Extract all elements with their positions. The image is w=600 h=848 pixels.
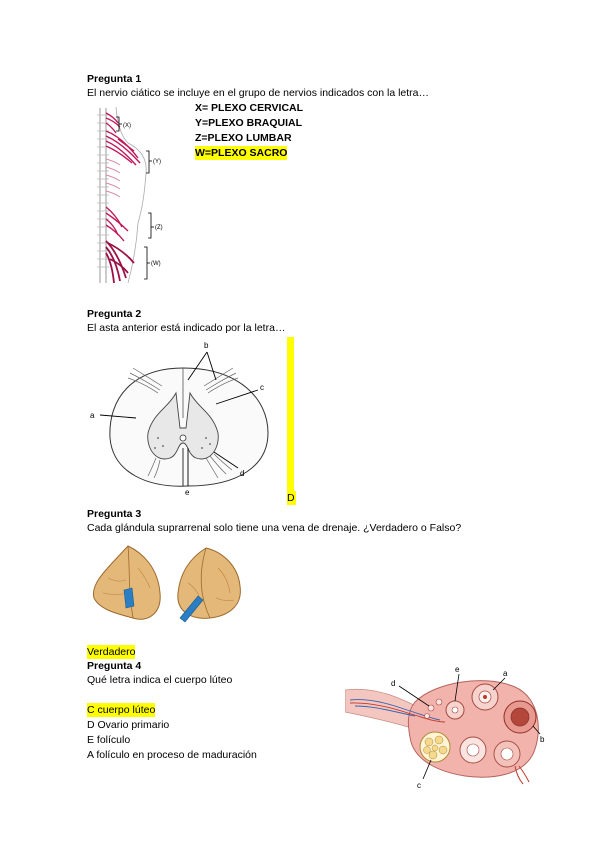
q4-note-e: E folículo [87, 734, 131, 746]
label-z: (Z) [155, 225, 163, 231]
left-adrenal-gland [93, 546, 160, 619]
q3-question: Cada glándula suprarrenal solo tiene una vena de drenaje. ¿Verdadero o Falso? [87, 522, 462, 534]
q1-option-y: Y=PLEXO BRAQUIAL [195, 117, 303, 129]
q1-option-z: Z=PLEXO LUMBAR [195, 132, 292, 144]
ovary-label-c: c [417, 781, 421, 790]
q4-note-d: D Ovario primario [87, 719, 170, 731]
q2-heading: Pregunta 2 [87, 308, 142, 320]
q4-question: Qué letra indica el cuerpo lúteo [87, 674, 233, 686]
q1-option-x: X= PLEXO CERVICAL [195, 102, 304, 114]
q1-heading: Pregunta 1 [87, 73, 142, 85]
q4-answer: C cuerpo lúteo [87, 704, 156, 716]
cord-label-e: e [185, 488, 190, 497]
right-adrenal-gland [178, 548, 241, 618]
q4-note-a: A folículo en proceso de maduración [87, 749, 257, 761]
q2-answer: D [287, 492, 295, 504]
ovary-label-d: d [391, 679, 396, 688]
label-w: (W) [151, 261, 161, 267]
q4-heading: Pregunta 4 [87, 660, 142, 672]
q1-option-w-answer: W=PLEXO SACRO [195, 147, 288, 159]
spinal-cord-cross-section-figure [88, 338, 278, 498]
cord-label-b: b [204, 341, 209, 350]
left-adrenal-vein [124, 588, 134, 608]
adrenal-glands-figure [88, 538, 248, 630]
q2-question: El asta anterior está indicado por la letra… [87, 322, 286, 334]
cord-label-a: a [90, 411, 95, 420]
ovary-figure [345, 662, 550, 792]
lumbar-plexus-nerves [106, 207, 128, 241]
label-x: (X) [123, 123, 131, 129]
q3-heading: Pregunta 3 [87, 508, 142, 520]
cord-label-c: c [260, 383, 264, 392]
cord-label-d: d [240, 469, 245, 478]
q1-question: El nervio ciático se incluye en el grupo de nervios indicados con la letra… [87, 87, 430, 99]
label-y: (Y) [153, 159, 161, 165]
ovary-label-b: b [540, 735, 545, 744]
q2-answer-highlight-bar [287, 337, 294, 491]
ovary-label-a: a [503, 669, 508, 678]
ovary-label-e: e [455, 665, 460, 674]
spinal-nerve-plexus-figure [88, 103, 188, 288]
q3-answer: Verdadero [87, 646, 136, 658]
